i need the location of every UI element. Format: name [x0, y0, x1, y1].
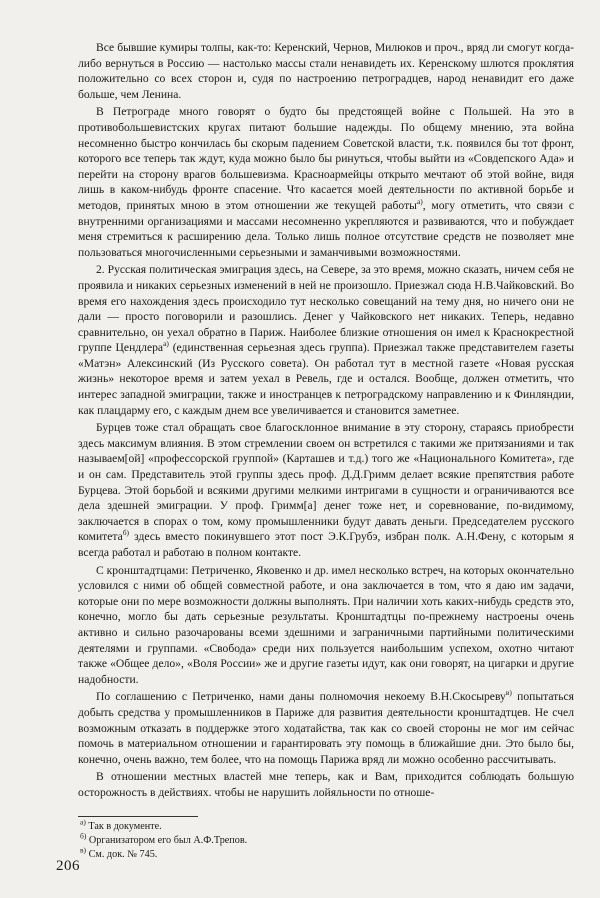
- paragraph: [78, 104, 574, 260]
- paragraph-text: В Петрограде много говорят о будто бы предстоящей войне с Польшей. На это в противобольшевистских кругах питают большие надежды. По общему мнению, эта война несомненно быстро кончилась бы скорым падением Советской власти, т.к. появился бы тот фронт, которого все теперь так ждут, куда можно было бы ринуться, чтобы выйти из «Совдепского Ада» и перейти на сторону врагов большевизма. Красноармейцы открыто мечтают об этой войне, видя лишь в каком-нибудь фронте спасение. Что касается моей деятельности по активной борьбе и методов, принятых мною в этом отношении же текущей работы: [78, 105, 574, 212]
- footnote-marker: б): [122, 528, 130, 538]
- paragraph-text: Бурцев тоже стал обращать свое благосклонное внимание в эту сторону, стараясь приобрести здесь максимум влияния. В этом стремлении своем он встретился с такими же притязаниями и так называем[ой] «профессорской группой» (Карташев и т.д.) того же «Национального Комитета», где и он сам. Представитель этой группы здесь проф. Д.Д.Гримм делает всякие препятствия работе Бурцева. Этой борьбой и всякими другими мелкими интригами в сущности и ограничиваются все дела здешней эмиграции. У проф. Гримм[а] денег тоже нет, и соревнование, по-видимому, заключается в спорах о том, кому промышленники будут давать деньги. Председателем русского комитета: [78, 421, 574, 544]
- paragraph: [78, 40, 574, 102]
- page-number: 206: [56, 858, 80, 874]
- paragraph: [78, 769, 574, 800]
- footnote: [78, 831, 574, 848]
- paragraph-text: попытаться добыть средства у промышленников в Париже для развития деятельности кронштадтцев. Не счел возможным отказать в поддержке этого ходатайства, так как со своей стороны не мог им сейчас помочь в материальном отношении и гарантировать эту помощь в ближайшие дни. Это было бы, конечно, очень важно, тем более, что на помощь Парижа вряд ли можно особенно рассчитывать.: [78, 690, 575, 766]
- footnote-text: Организатором его был А.Ф.Трепов.: [88, 834, 248, 846]
- paragraph-text: По соглашению с Петриченко, нами даны полномочия некоему В.Н.Скосыреву: [96, 690, 506, 704]
- paragraph: [78, 689, 574, 767]
- paragraph-text: , могу отметить, что связи с внутренними организациями и массами несомненно укрепляются и развиваются, что и побуждает меня стремиться к расширению дела. Только лишь полное отсутствие средств не позволяет мне пользоваться многочисленными серьезными и заманчивыми возможностями.: [78, 198, 574, 259]
- footnote: [78, 845, 574, 862]
- footnote-mark: а): [80, 817, 86, 827]
- paragraph: [78, 420, 574, 560]
- footnote-text: Так в документе.: [88, 821, 162, 832]
- footnote-mark: в): [80, 845, 87, 855]
- footnote-marker: а): [163, 339, 169, 349]
- body-text: [78, 40, 574, 803]
- paragraph-text: здесь вместо покинувшего этот пост Э.К.Грубэ, избран полк. А.Н.Фену, с которым я всегда работал и работаю в полном контакте.: [78, 530, 574, 559]
- footnote-divider: [78, 816, 198, 817]
- footnote-mark: б): [80, 831, 87, 841]
- paragraph-text: Все бывшие кумиры толпы, как-то: Керенский, Чернов, Милюков и проч., вряд ли смогут когда-либо вернуться в Россию — настолько массы стали ненавидеть их. Керенскому шлются проклятия положительно со всех сторон и, судя по настроению петроградцев, народ ненавидит его даже больше, чем Ленина.: [78, 41, 574, 101]
- paragraph-text: 2. Русская политическая эмиграция здесь, на Севере, за это время, можно сказать, ничем себя не проявила и никаких серьезных изменений в ней не произошло. Приезжал сюда Н.В.Чайковский. Во время его нахождения здесь происходило тут несколько совещаний на тему дня, но ничего они не дали — просто поговорили и разошлись. Денег у Чайковского нет никаких. Теперь, недавно сравнительно, он уехал обратно в Париж. Наиболее близкие отношения он имел к Краснокрестной группе Цендлера: [78, 263, 574, 355]
- paragraph-text: (единственная серьезная здесь группа). Приезжал также представителем газеты «Матэн» Алексинский (Из Русского совета). Он работал тут в местной газете «Новая русская жизнь» некоторое время и затем уехал в Ревель, где и остался. Вообще, должен отметить, что интерес западной эмиграции, также и иностранцев к петроградскому направлению и к Финляндии, как плацдарму его, с каждым днем все увеличивается и становится заметнее.: [78, 341, 574, 417]
- footnote-text: См. док. № 745.: [88, 848, 158, 860]
- footnote: [78, 817, 574, 834]
- paragraph-text: С кронштадтцами: Петриченко, Яковенко и др. имел несколько встреч, на которых окончательно условился с ними об общей совместной работе, и она заключается в том, что я даю им задачи, которые они по мере возможности должны выполнять. При наличии хоть каких-нибудь средств это, конечно, могло бы дать серьезные результаты. Кронштадтцы по-прежнему настроены очень активно и сильно разочарованы всеми здешними и заграничными партийными политическими деятелями и группами. «Свобода» среди них пользуется наибольшим успехом, охотно читают также «Общее дело», «Воля России» же и другие газеты идут, как они говорят, на цигарки и другие надобности.: [78, 563, 574, 686]
- paragraph: [78, 563, 574, 688]
- paragraph: [78, 262, 574, 418]
- footnote-marker: а): [416, 197, 423, 207]
- footnotes: [78, 817, 574, 861]
- footnote-marker: в): [505, 688, 512, 698]
- paragraph-text: В отношении местных властей мне теперь, как и Вам, приходится соблюдать большую осторожность в действиях. чтобы не нарушить лойяльности по отноше-: [78, 770, 574, 799]
